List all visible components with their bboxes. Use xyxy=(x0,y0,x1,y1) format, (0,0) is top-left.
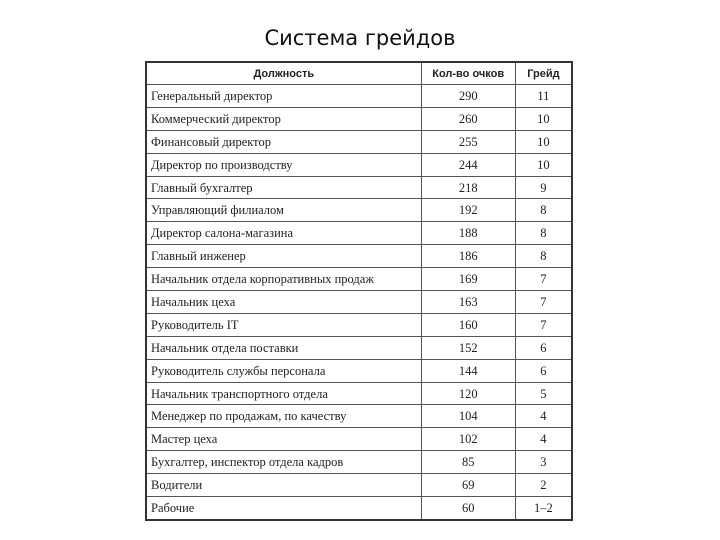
cell-grade: 8 xyxy=(515,245,572,268)
cell-position: Рабочие xyxy=(146,497,421,520)
cell-position: Руководитель IT xyxy=(146,313,421,336)
slide-title: Система грейдов xyxy=(264,26,456,50)
cell-position: Главный бухгалтер xyxy=(146,176,421,199)
table-row xyxy=(146,428,572,451)
table-row xyxy=(146,268,572,291)
cell-position: Водители xyxy=(146,474,421,497)
cell-grade: 6 xyxy=(515,359,572,382)
cell-position: Главный инженер xyxy=(146,245,421,268)
cell-grade: 3 xyxy=(515,451,572,474)
cell-grade: 4 xyxy=(515,428,572,451)
cell-points: 188 xyxy=(421,222,515,245)
table-body xyxy=(146,85,572,520)
header-points: Кол-во очков xyxy=(421,62,515,85)
cell-grade: 11 xyxy=(515,85,572,108)
cell-points: 60 xyxy=(421,497,515,520)
table-row xyxy=(146,359,572,382)
cell-points: 244 xyxy=(421,153,515,176)
cell-grade: 8 xyxy=(515,222,572,245)
cell-grade: 9 xyxy=(515,176,572,199)
cell-position: Начальник отдела поставки xyxy=(146,336,421,359)
cell-grade: 10 xyxy=(515,107,572,130)
grade-table xyxy=(145,61,573,521)
cell-position: Управляющий филиалом xyxy=(146,199,421,222)
cell-grade: 5 xyxy=(515,382,572,405)
table-row xyxy=(146,222,572,245)
cell-points: 152 xyxy=(421,336,515,359)
table-row xyxy=(146,245,572,268)
cell-points: 255 xyxy=(421,130,515,153)
header-position: Должность xyxy=(146,62,421,85)
cell-points: 104 xyxy=(421,405,515,428)
table-row xyxy=(146,130,572,153)
cell-position: Генеральный директор xyxy=(146,85,421,108)
cell-position: Директор салона-магазина xyxy=(146,222,421,245)
cell-grade: 8 xyxy=(515,199,572,222)
table-header-row xyxy=(146,62,572,85)
table-row xyxy=(146,107,572,130)
cell-grade: 7 xyxy=(515,313,572,336)
table-row xyxy=(146,382,572,405)
cell-points: 260 xyxy=(421,107,515,130)
cell-grade: 2 xyxy=(515,474,572,497)
table-row xyxy=(146,313,572,336)
cell-points: 192 xyxy=(421,199,515,222)
cell-points: 163 xyxy=(421,291,515,314)
header-grade: Грейд xyxy=(515,62,572,85)
table-row xyxy=(146,199,572,222)
table-row xyxy=(146,291,572,314)
cell-grade: 1–2 xyxy=(515,497,572,520)
cell-position: Руководитель службы персонала xyxy=(146,359,421,382)
cell-position: Начальник цеха xyxy=(146,291,421,314)
cell-points: 120 xyxy=(421,382,515,405)
cell-grade: 6 xyxy=(515,336,572,359)
table-row xyxy=(146,497,572,520)
table-row xyxy=(146,336,572,359)
table-row xyxy=(146,153,572,176)
cell-grade: 4 xyxy=(515,405,572,428)
cell-position: Мастер цеха xyxy=(146,428,421,451)
cell-position: Директор по производству xyxy=(146,153,421,176)
cell-points: 69 xyxy=(421,474,515,497)
table-row xyxy=(146,474,572,497)
cell-points: 218 xyxy=(421,176,515,199)
cell-position: Финансовый директор xyxy=(146,130,421,153)
cell-position: Начальник транспортного отдела xyxy=(146,382,421,405)
cell-position: Начальник отдела корпоративных продаж xyxy=(146,268,421,291)
table-row xyxy=(146,451,572,474)
cell-grade: 7 xyxy=(515,291,572,314)
cell-points: 85 xyxy=(421,451,515,474)
table-row xyxy=(146,405,572,428)
cell-points: 102 xyxy=(421,428,515,451)
cell-points: 160 xyxy=(421,313,515,336)
cell-grade: 10 xyxy=(515,130,572,153)
cell-points: 144 xyxy=(421,359,515,382)
table-row xyxy=(146,176,572,199)
cell-points: 169 xyxy=(421,268,515,291)
cell-points: 290 xyxy=(421,85,515,108)
cell-grade: 10 xyxy=(515,153,572,176)
cell-position: Коммерческий директор xyxy=(146,107,421,130)
cell-points: 186 xyxy=(421,245,515,268)
cell-grade: 7 xyxy=(515,268,572,291)
cell-position: Бухгалтер, инспектор отдела кадров xyxy=(146,451,421,474)
table-row xyxy=(146,85,572,108)
cell-position: Менеджер по продажам, по качеству xyxy=(146,405,421,428)
